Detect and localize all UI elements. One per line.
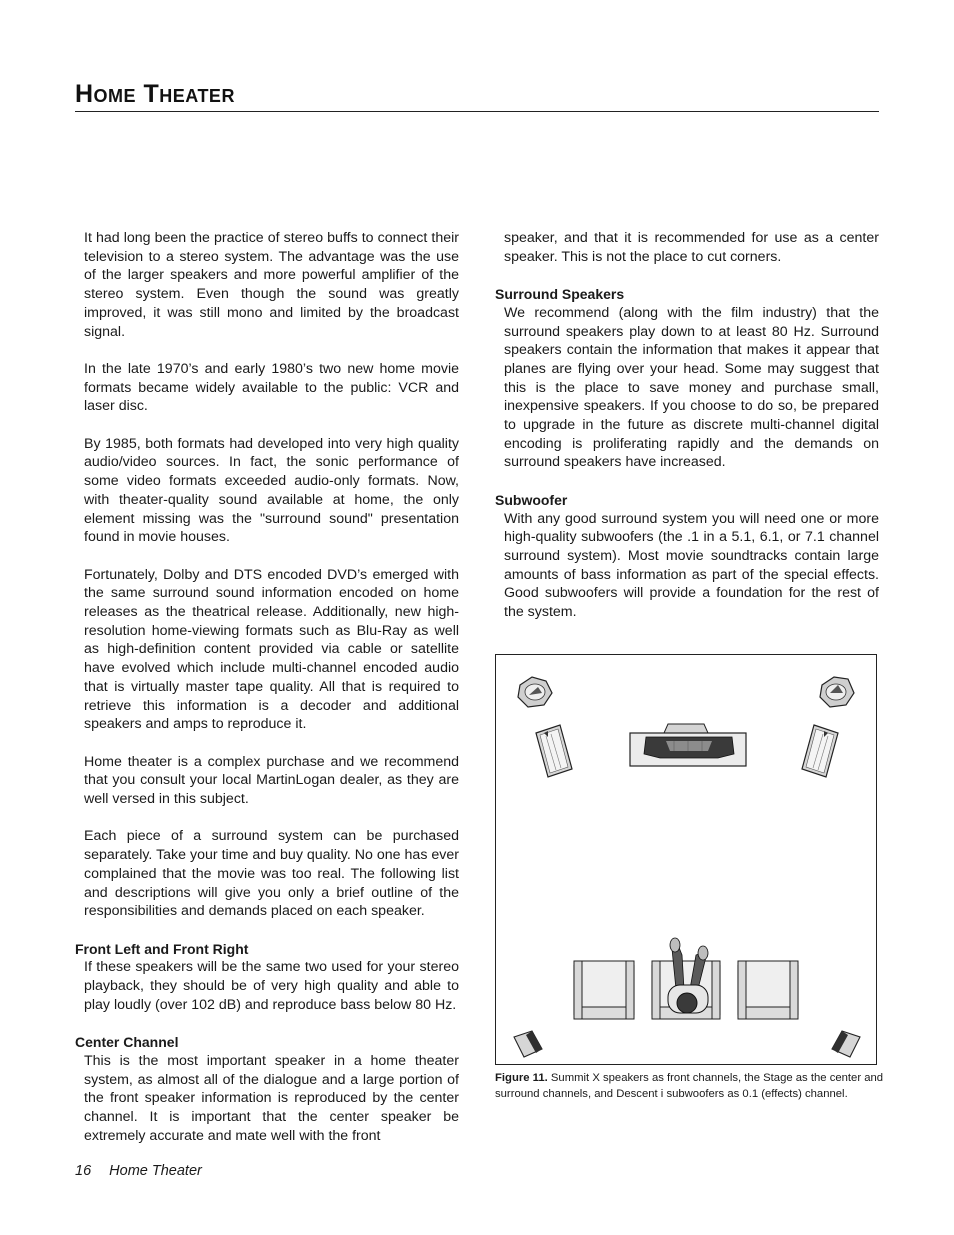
surround-speakers-body: We recommend (along with the film industry) that the surround speakers play down to at least 80 Hz. Surround speakers contain the information that makes it appear that planes are flying over your head. Some may suggest that this is the place to save money and purchase small, inexpensive speakers. If you choose to do so, be prepared to upgrade in the future as discrete multi-channel digital encoding is proliferating rapidly and the demands on surround speakers have increased. (504, 304, 879, 471)
footer-label: Home Theater (109, 1163, 202, 1179)
subwoofer-body: With any good surround system you will need one or more high-quality subwoofers (the .1 in a 5.1, 6.1, or 7.1 channel surround system). Most movie soundtracks contain large amounts of bass information as part of the special effects. Good subwoofers will provide a foundation for the rest of the system. (504, 510, 879, 621)
front-left-speaker-icon (536, 725, 572, 777)
intro-paragraph-3: By 1985, both formats had developed into very high quality audio/video sources. In fact, the sonic performance of some video formats exceeded audio-only formats. Now, with theater-quality sound available at home, the only element missing was the "surround sound" presentation found in movie houses. (84, 435, 459, 546)
front-speakers-heading: Front Left and Front Right (75, 940, 249, 957)
page-number: 16 (75, 1163, 92, 1179)
intro-paragraph-2: In the late 1970’s and early 1980’s two new home movie formats became widely available to the public: VCR and laser disc. (84, 360, 459, 415)
intro-paragraph-5: Home theater is a complex purchase and we recommend that you consult your local MartinLogan dealer, as they are well versed in this subject. (84, 753, 459, 808)
center-channel-continued: speaker, and that it is recommended for use as a center speaker. This is not the place to cut corners. (504, 230, 879, 265)
front-right-speaker-icon (802, 725, 838, 777)
center-speaker-icon (630, 724, 746, 766)
center-channel-body: This is the most important speaker in a home theater system, as almost all of the dialogue and a large portion of the front speaker information is reproduced by the center channel. It is important that the center speaker be extremely accurate and mate well with the front (84, 1052, 459, 1144)
front-speakers-body: If these speakers will be the same two used for your stereo playback, they should be of very high quality and able to play loudly (over 102 dB) and reproduce bass below 80 Hz. (84, 959, 459, 1013)
armchair-left-icon (574, 961, 634, 1019)
intro-paragraph-4: Fortunately, Dolby and DTS encoded DVD’s emerged with the same surround sound information encoded on home releases as the theatrical release. Additionally, new high-resolution home-viewing formats such as Blu-Ray as well as high-definition content provided via cable or satellite have evolved which include multi-channel encoded audio that is virtually master tape quality. All that is required to retrieve this information is a decoder and additional speakers and amps to reproduce it. (84, 566, 459, 733)
room-layout-diagram (495, 654, 877, 1065)
figure-caption-label: Figure 11. (495, 1072, 548, 1084)
subwoofer-right-icon (832, 1031, 860, 1057)
subwoofer-left-icon (514, 1031, 542, 1057)
intro-paragraph-6: Each piece of a surround system can be purchased separately. Take your time and buy quality. No one has ever complained that the movie was too real. The following list and descriptions will give you only a brief outline of the responsibilities and demands placed on each speaker. (84, 828, 459, 920)
surround-speaker-left-icon (518, 677, 552, 707)
intro-paragraph-1: It had long been the practice of stereo buffs to connect their television to a stereo system. The advantage was the use of the larger speakers and more powerful amplifier of the stereo system. Even though the sound was greatly improved, it was still mono and limited by the broadcast signal. (84, 230, 459, 340)
center-channel-heading: Center Channel (75, 1034, 179, 1051)
armchair-right-icon (738, 961, 798, 1019)
surround-speaker-right-icon (820, 677, 854, 707)
right-column (495, 229, 879, 640)
page-footer (75, 1163, 202, 1179)
left-column (75, 229, 459, 1164)
subwoofer-heading: Subwoofer (495, 491, 568, 508)
title-rule (75, 111, 879, 112)
figure-caption (495, 1071, 885, 1102)
surround-speakers-heading: Surround Speakers (495, 286, 625, 303)
figure-caption-text: Summit X speakers as front channels, the Stage as the center and surround channels, and Descent i subwoofers as 0.1 (effects) channel. (495, 1072, 884, 1100)
intro-section (75, 229, 459, 921)
page-title: Home Theater (75, 80, 235, 108)
